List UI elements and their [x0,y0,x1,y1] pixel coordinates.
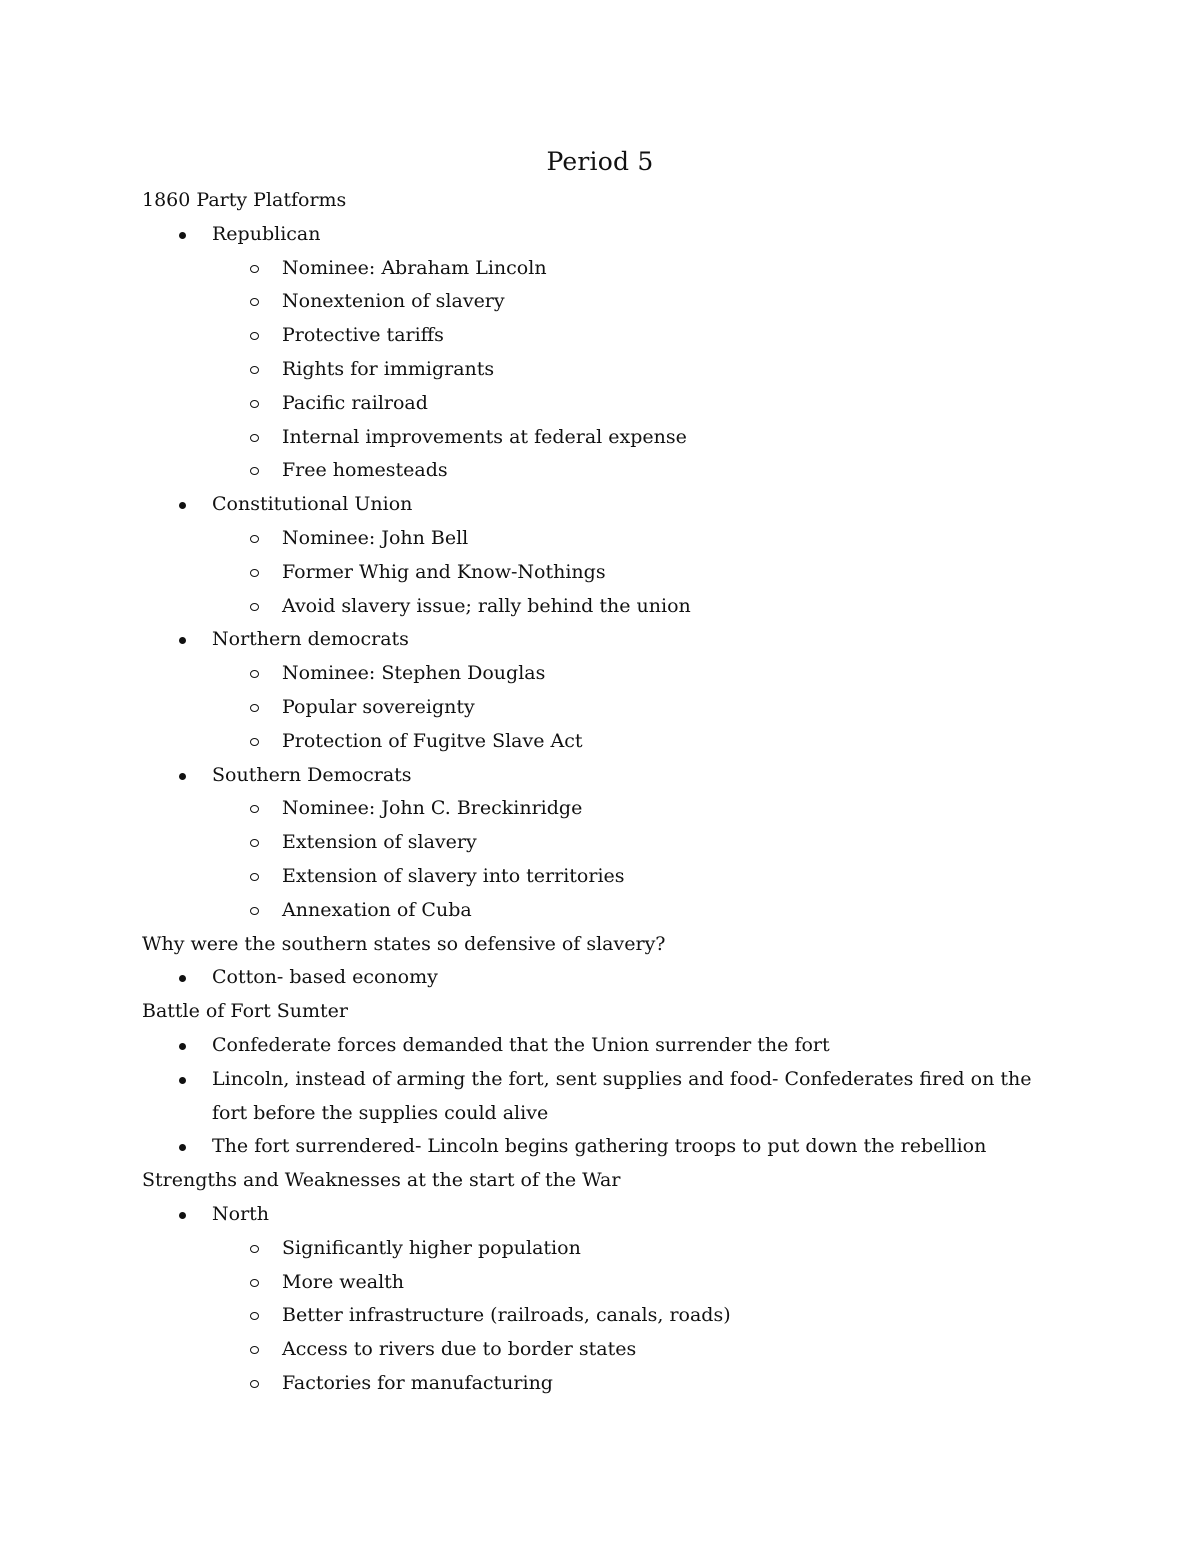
sub-list-item [142,792,1042,826]
sub-list-item-text: Access to rivers due to border states [282,1338,637,1361]
page-title: Period 5 [546,147,654,176]
list-item [142,1130,1042,1164]
hollow-bullet-icon [250,873,259,881]
section-heading-text: Why were the southern states so defensive of slavery? [142,932,666,955]
section-heading-text: Battle of Fort Sumter [142,1000,349,1023]
hollow-bullet-icon [250,738,259,746]
section-heading [142,928,1042,962]
sub-list-item-text: Significantly higher population [282,1236,581,1259]
sub-list-item-text: Pacific railroad [282,391,428,414]
list-item [142,1063,1042,1097]
hollow-bullet-icon [250,704,259,712]
list-item-text: Constitutional Union [212,493,413,516]
section-heading [142,995,1042,1029]
sub-list-item [142,454,1042,488]
section-heading [142,184,1042,218]
bullet-icon [179,1212,186,1219]
hollow-bullet-icon [250,1312,259,1320]
bullet-icon [179,1077,186,1084]
sub-list-item-text: Popular sovereignty [282,695,475,718]
sub-list-item [142,826,1042,860]
bullet-icon [179,637,186,644]
hollow-bullet-icon [250,907,259,915]
hollow-bullet-icon [250,805,259,813]
bullet-icon [179,975,186,982]
sub-list-item [142,1266,1042,1300]
hollow-bullet-icon [250,535,259,543]
sub-list-item-text: Better infrastructure (railroads, canals, roads) [282,1304,731,1327]
list-item [142,1198,1042,1232]
sub-list-item-text: Nominee: Stephen Douglas [282,662,546,685]
sub-list-item-text: Extension of slavery into territories [282,864,625,887]
list-item [142,623,1042,657]
hollow-bullet-icon [250,467,259,475]
sub-list-item-text: More wealth [282,1270,405,1293]
hollow-bullet-icon [250,265,259,273]
hollow-bullet-icon [250,569,259,577]
hollow-bullet-icon [250,434,259,442]
bullet-icon [179,232,186,239]
list-item-text: Republican [212,222,321,245]
sub-list-item [142,725,1042,759]
sub-list-item [142,1333,1042,1367]
hollow-bullet-icon [250,670,259,678]
sub-list-item [142,1299,1042,1333]
bullet-icon [179,773,186,780]
hollow-bullet-icon [250,1380,259,1388]
list-item [142,218,1042,252]
list-item-text: Confederate forces demanded that the Union surrender the fort [212,1033,830,1056]
list-item [142,488,1042,522]
sub-list-item [142,1367,1042,1401]
sub-list-item-text: Nominee: John Bell [282,526,469,549]
section-heading-text: 1860 Party Platforms [142,189,347,211]
hollow-bullet-icon [250,1346,259,1354]
notes-body [142,184,1042,1401]
sub-list-item [142,691,1042,725]
sub-list-item [142,657,1042,691]
sub-list-item-text: Extension of slavery [282,831,477,854]
sub-list-item-text: Factories for manufacturing [282,1371,553,1394]
sub-list-item-text: Avoid slavery issue; rally behind the union [282,594,691,617]
sub-list-item [142,522,1042,556]
sub-list-item [142,319,1042,353]
hollow-bullet-icon [250,839,259,847]
sub-list-item [142,556,1042,590]
bullet-icon [179,502,186,509]
list-item [142,759,1042,793]
sub-list-item-text: Nominee: Abraham Lincoln [282,256,547,279]
section-heading [142,1164,1042,1198]
bullet-icon [179,1144,186,1151]
hollow-bullet-icon [250,400,259,408]
sub-list-item-text: Former Whig and Know-Nothings [282,560,606,583]
sub-list-item [142,252,1042,286]
sub-list-item-text: Protection of Fugitve Slave Act [282,729,583,752]
sub-list-item [142,860,1042,894]
sub-list-item-text: Annexation of Cuba [282,898,472,921]
bullet-icon [179,1043,186,1050]
hollow-bullet-icon [250,366,259,374]
list-item-text: Southern Democrats [212,763,412,786]
list-item-text: Lincoln, instead of arming the fort, sent supplies and food- Confederates fired on the [212,1067,1032,1090]
hollow-bullet-icon [250,1245,259,1253]
hollow-bullet-icon [250,1279,259,1287]
sub-list-item-text: Internal improvements at federal expense [282,425,687,448]
list-item-text: Northern democrats [212,628,409,651]
list-item-text: North [212,1202,270,1225]
hollow-bullet-icon [250,332,259,340]
sub-list-item-text: Free homesteads [282,459,448,482]
hollow-bullet-icon [250,298,259,306]
sub-list-item-text: Nonextenion of slavery [282,290,505,313]
sub-list-item-text: Rights for immigrants [282,357,495,380]
sub-list-item [142,1232,1042,1266]
sub-list-item [142,590,1042,624]
sub-list-item [142,285,1042,319]
sub-list-item [142,353,1042,387]
list-item-continuation: fort before the supplies could alive [212,1101,549,1124]
section-heading-text: Strengths and Weaknesses at the start of the War [142,1169,621,1192]
sub-list-item [142,387,1042,421]
sub-list-item-text: Nominee: John C. Breckinridge [282,797,583,820]
list-item-text: Cotton- based economy [212,966,438,989]
sub-list-item [142,894,1042,928]
sub-list-item-text: Protective tariffs [282,324,444,347]
hollow-bullet-icon [250,603,259,611]
list-item [142,1029,1042,1063]
list-item [142,961,1042,995]
list-item-text: The fort surrendered- Lincoln begins gathering troops to put down the rebellion [212,1135,987,1158]
sub-list-item [142,421,1042,455]
